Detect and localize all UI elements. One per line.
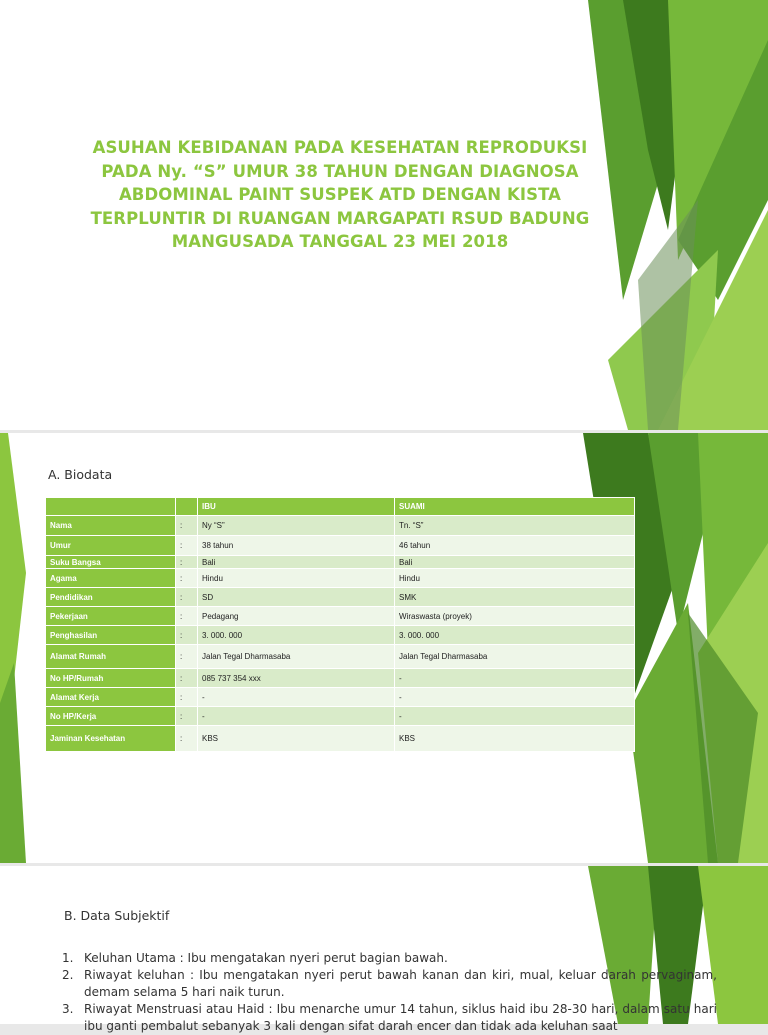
row-suami: SMK (395, 588, 635, 607)
row-suami: - (395, 688, 635, 707)
row-sep: : (176, 645, 198, 669)
row-sep: : (176, 669, 198, 688)
biodata-heading: A. Biodata (48, 467, 113, 482)
left-decoration (0, 0, 40, 430)
list-item-text: Riwayat Menstruasi atau Haid : Ibu menarche umur 14 tahun, siklus haid ibu 28-30 hari, dalam satu hari ibu ganti pembalut sebanyak 3 kali dengan sifat darah encer dan tidak ada keluhan saat (84, 1002, 717, 1033)
row-sep: : (176, 707, 198, 726)
list-item (62, 1001, 717, 1035)
row-suami: Wiraswasta (proyek) (395, 607, 635, 626)
row-ibu: SD (198, 588, 395, 607)
row-label: Agama (46, 569, 176, 588)
row-ibu: Ny “S” (198, 516, 395, 536)
row-suami: KBS (395, 726, 635, 752)
row-suami: - (395, 707, 635, 726)
row-ibu: 3. 000. 000 (198, 626, 395, 645)
row-ibu: - (198, 688, 395, 707)
row-label: Nama (46, 516, 176, 536)
row-ibu: Pedagang (198, 607, 395, 626)
row-sep: : (176, 536, 198, 556)
table-row (46, 626, 635, 645)
row-suami: 46 tahun (395, 536, 635, 556)
table-row (46, 607, 635, 626)
table-header-row (46, 498, 635, 516)
row-ibu: KBS (198, 726, 395, 752)
row-ibu: Jalan Tegal Dharmasaba (198, 645, 395, 669)
row-suami: - (395, 669, 635, 688)
table-row (46, 645, 635, 669)
slide-biodata (0, 433, 768, 863)
row-label: Penghasilan (46, 626, 176, 645)
row-sep: : (176, 569, 198, 588)
table-row (46, 669, 635, 688)
table-row (46, 516, 635, 536)
row-ibu: Bali (198, 556, 395, 569)
row-label: Alamat Rumah (46, 645, 176, 669)
table-row (46, 536, 635, 556)
row-ibu: 38 tahun (198, 536, 395, 556)
slide-data-subjektif (0, 866, 768, 1033)
table-header-ibu: IBU (198, 498, 395, 516)
row-ibu: - (198, 707, 395, 726)
list-item-number: 2. (62, 968, 74, 982)
row-label: Alamat Kerja (46, 688, 176, 707)
slide-title (0, 0, 768, 430)
list-item-text: Riwayat keluhan : Ibu mengatakan nyeri perut bawah kanan dan kiri, mual, keluar darah pervaginam, demam selama 5 hari naik turun. (84, 968, 717, 999)
row-label: Jaminan Kesehatan (46, 726, 176, 752)
row-sep: : (176, 516, 198, 536)
biodata-table (45, 497, 635, 752)
row-label: Suku Bangsa (46, 556, 176, 569)
row-label: Umur (46, 536, 176, 556)
row-label: No HP/Rumah (46, 669, 176, 688)
table-header-suami: SUAMI (395, 498, 635, 516)
list-item-number: 3. (62, 1002, 74, 1016)
row-label: Pekerjaan (46, 607, 176, 626)
row-ibu: 085 737 354 xxx (198, 669, 395, 688)
table-row (46, 707, 635, 726)
table-row (46, 688, 635, 707)
table-header-sep (176, 498, 198, 516)
left-decoration (0, 433, 40, 863)
row-suami: Jalan Tegal Dharmasaba (395, 645, 635, 669)
row-suami: Tn. “S” (395, 516, 635, 536)
row-sep: : (176, 556, 198, 569)
row-sep: : (176, 688, 198, 707)
row-sep: : (176, 626, 198, 645)
list-item-text: Keluhan Utama : Ibu mengatakan nyeri perut bagian bawah. (84, 951, 448, 965)
row-ibu: Hindu (198, 569, 395, 588)
table-row (46, 556, 635, 569)
row-sep: : (176, 607, 198, 626)
row-suami: 3. 000. 000 (395, 626, 635, 645)
table-row (46, 726, 635, 752)
row-sep: : (176, 726, 198, 752)
list-item-number: 1. (62, 951, 74, 965)
table-row (46, 569, 635, 588)
row-label: No HP/Kerja (46, 707, 176, 726)
table-row (46, 588, 635, 607)
data-subjektif-list (62, 950, 717, 1035)
row-sep: : (176, 588, 198, 607)
slide-title-text: ASUHAN KEBIDANAN PADA KESEHATAN REPRODUKSI PADA Ny. “S” UMUR 38 TAHUN DENGAN DIAGNOSA ABDOMINAL PAINT SUSPEK ATD DENGAN KISTA TERPLUNTIR DI RUANGAN MARGAPATI RSUD BADUNG MANGUSADA TANGGAL 23 MEI 2018 (90, 138, 590, 251)
list-item (62, 967, 717, 1001)
row-suami: Hindu (395, 569, 635, 588)
row-label: Pendidikan (46, 588, 176, 607)
data-subjektif-heading: B. Data Subjektif (64, 908, 170, 923)
row-suami: Bali (395, 556, 635, 569)
table-header-label (46, 498, 176, 516)
list-item (62, 950, 717, 967)
